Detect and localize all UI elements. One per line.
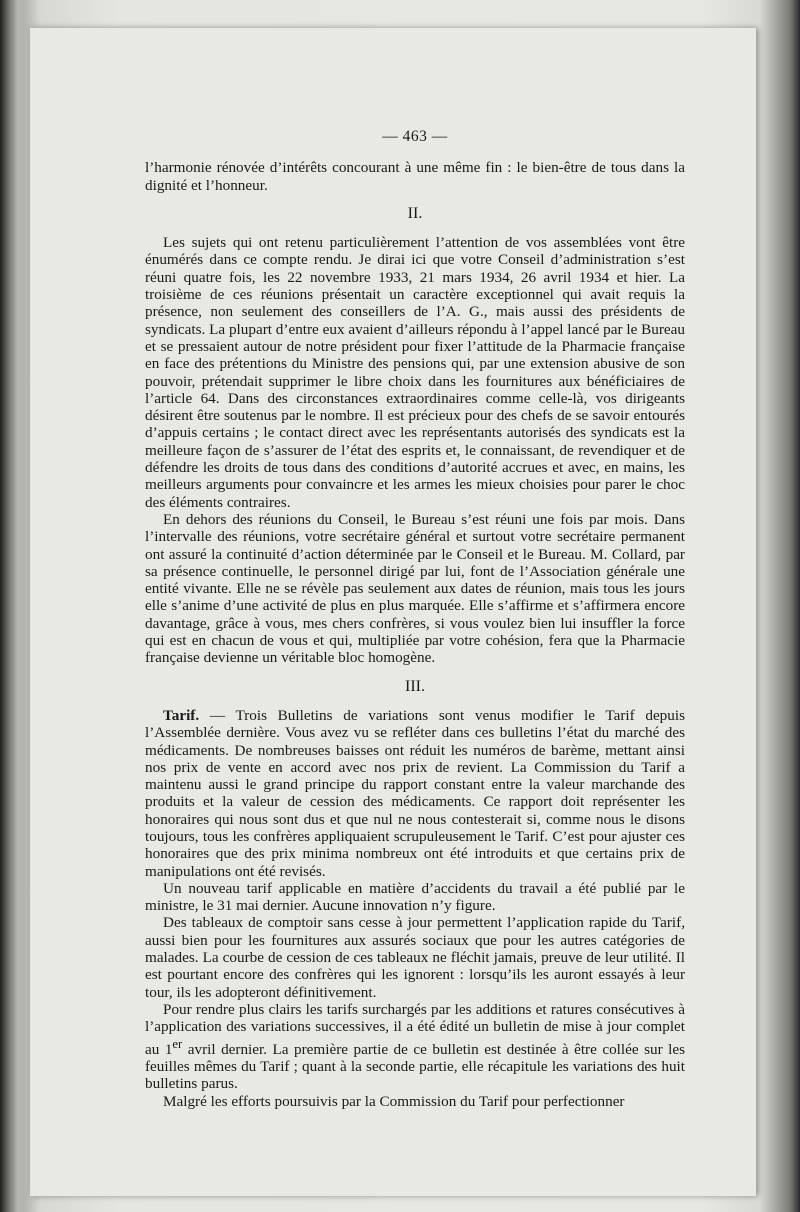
section-heading-ii: II. bbox=[407, 204, 423, 222]
update-text-before: Pour rendre plus clairs les tarifs surchargés par les additions et ratures consécutives à l’application des variations successives, il a été édité un bulletin de mise à jour complet au 1 bbox=[145, 1000, 685, 1058]
section-iii-paragraph-tarif bbox=[145, 707, 685, 880]
section-heading-iii: III. bbox=[405, 677, 425, 695]
section-iii-paragraph-4 bbox=[145, 1001, 685, 1093]
section-ii-paragraph-1: Les sujets qui ont retenu particulièrement l’attention de vos assemblées vont être énumérés dans ce compte rendu. Je dirai ici que votre Conseil d’administration s’est réuni quatre fois, les 22 novembre 1933, 21 mars 1934, 26 avril 1934 et hier. La troisième de ces réunions présentait un caractère exceptionnel qui avait requis la présence, non seulement des conseillers de l’A. G., mais aussi des présidents de syndicats. La plupart d’entre eux avaient d’ailleurs répondu à l’appel lancé par le Bureau et se pressaient autour de notre président pour fixer l’attitude de la Pharmacie française en face des prétentions du Ministre des pensions qui, par une extension abusive de son pouvoir, prétendait supprimer le libre choix dans les fournitures aux bénéficiaires de l’article 64. Dans des circonstances extraordinaires comme celle-là, vos dirigeants désirent être soutenus par le nombre. Il est précieux pour des chefs de se savoir entourés d’appuis certains ; le contact direct avec les représentants autorisés des syndicats est la meilleure façon de s’assurer de l’état des esprits et, le connaissant, de revendiquer et de défendre les droits de tous dans des conditions d’autorité accrues et avec, en mains, les meilleurs arguments pour convaincre et les armes les mieux choisies pour parer le choc des éléments contraires. bbox=[145, 234, 685, 511]
section-iii-paragraph-2: Un nouveau tarif applicable en matière d’accidents du travail a été publié par le ministre, le 31 mai dernier. Aucune innovation n’y figure. bbox=[145, 879, 685, 915]
tarif-lead-term: Tarif. bbox=[163, 706, 200, 724]
section-iii-paragraph-5: Malgré les efforts poursuivis par la Commission du Tarif pour perfectionner bbox=[163, 1092, 625, 1110]
document-page bbox=[30, 28, 756, 1196]
update-text-after: avril dernier. La première partie de ce bulletin est destinée à être collée sur les feuilles mêmes du Tarif ; quant à la seconde partie, elle récapitule les variations des huit bulletins parus. bbox=[145, 1040, 685, 1093]
book-spine bbox=[0, 0, 28, 1212]
section-iii-paragraph-3: Des tableaux de comptoir sans cesse à jour permettent l’application rapide du Tarif, aussi bien pour les fournitures aux assurés sociaux que pour les autres catégories de malades. La courbe de cession de ces tableaux ne fléchit jamais, preuve de leur utilité. Il est pourtant encore des confrères qui les ignorent : lorsqu’ils les auront essayés à leur tour, ils les adopteront définitivement. bbox=[145, 914, 685, 1001]
intro-paragraph: l’harmonie rénovée d’intérêts concourant à une même fin : le bien-être de tous dans la dignité et l’honneur. bbox=[145, 159, 685, 194]
tarif-paragraph-text: — Trois Bulletins de variations sont venus modifier le Tarif depuis l’Assemblée dernière. Vous avez vu se refléter dans ces bulletins l’état du marché des médicaments. De nombreuses baisses ont réduit les numéros de barème, mettant ainsi nos prix de vente en accord avec nos prix de revient. La Commission du Tarif a maintenu aussi le grand principe du rapport constant entre la valeur marchande des produits et la valeur de cession des médicaments. Ce rapport doit représenter les honoraires qui nous sont dus et que nul ne nous contesterait si, comme nous le disons toujours, tous les confrères appliquaient scrupuleusement le Tarif. C’est pour ajuster ces honoraires que des prix minima nombreux ont été introduits et que certains prix de manipulations ont été revisés. bbox=[145, 706, 685, 880]
section-ii-paragraph-2: En dehors des réunions du Conseil, le Bureau s’est réuni une fois par mois. Dans l’intervalle des réunions, votre secrétaire général et surtout votre secrétaire permanent ont assuré la continuité d’action déterminée par le Conseil et le Bureau. M. Collard, par sa présence continuelle, le personnel dirigé par lui, font de l’Association générale une entité vivante. Elle ne se révèle pas seulement aux dates de réunion, mais tous les jours elle s’anime d’une activité de plus en plus marquée. Elle s’affirme et s’affirmera encore davantage, grâce à vous, mes chers confrères, si vous voulez bien lui insuffler la force qui est en chacun de vous et qui, multipliée par votre cohésion, fera que la Pharmacie française devienne un véritable bloc homogène. bbox=[145, 510, 685, 667]
page-content bbox=[145, 128, 685, 1110]
page-number: — 463 — bbox=[382, 128, 448, 145]
update-superscript: er bbox=[172, 1036, 183, 1051]
